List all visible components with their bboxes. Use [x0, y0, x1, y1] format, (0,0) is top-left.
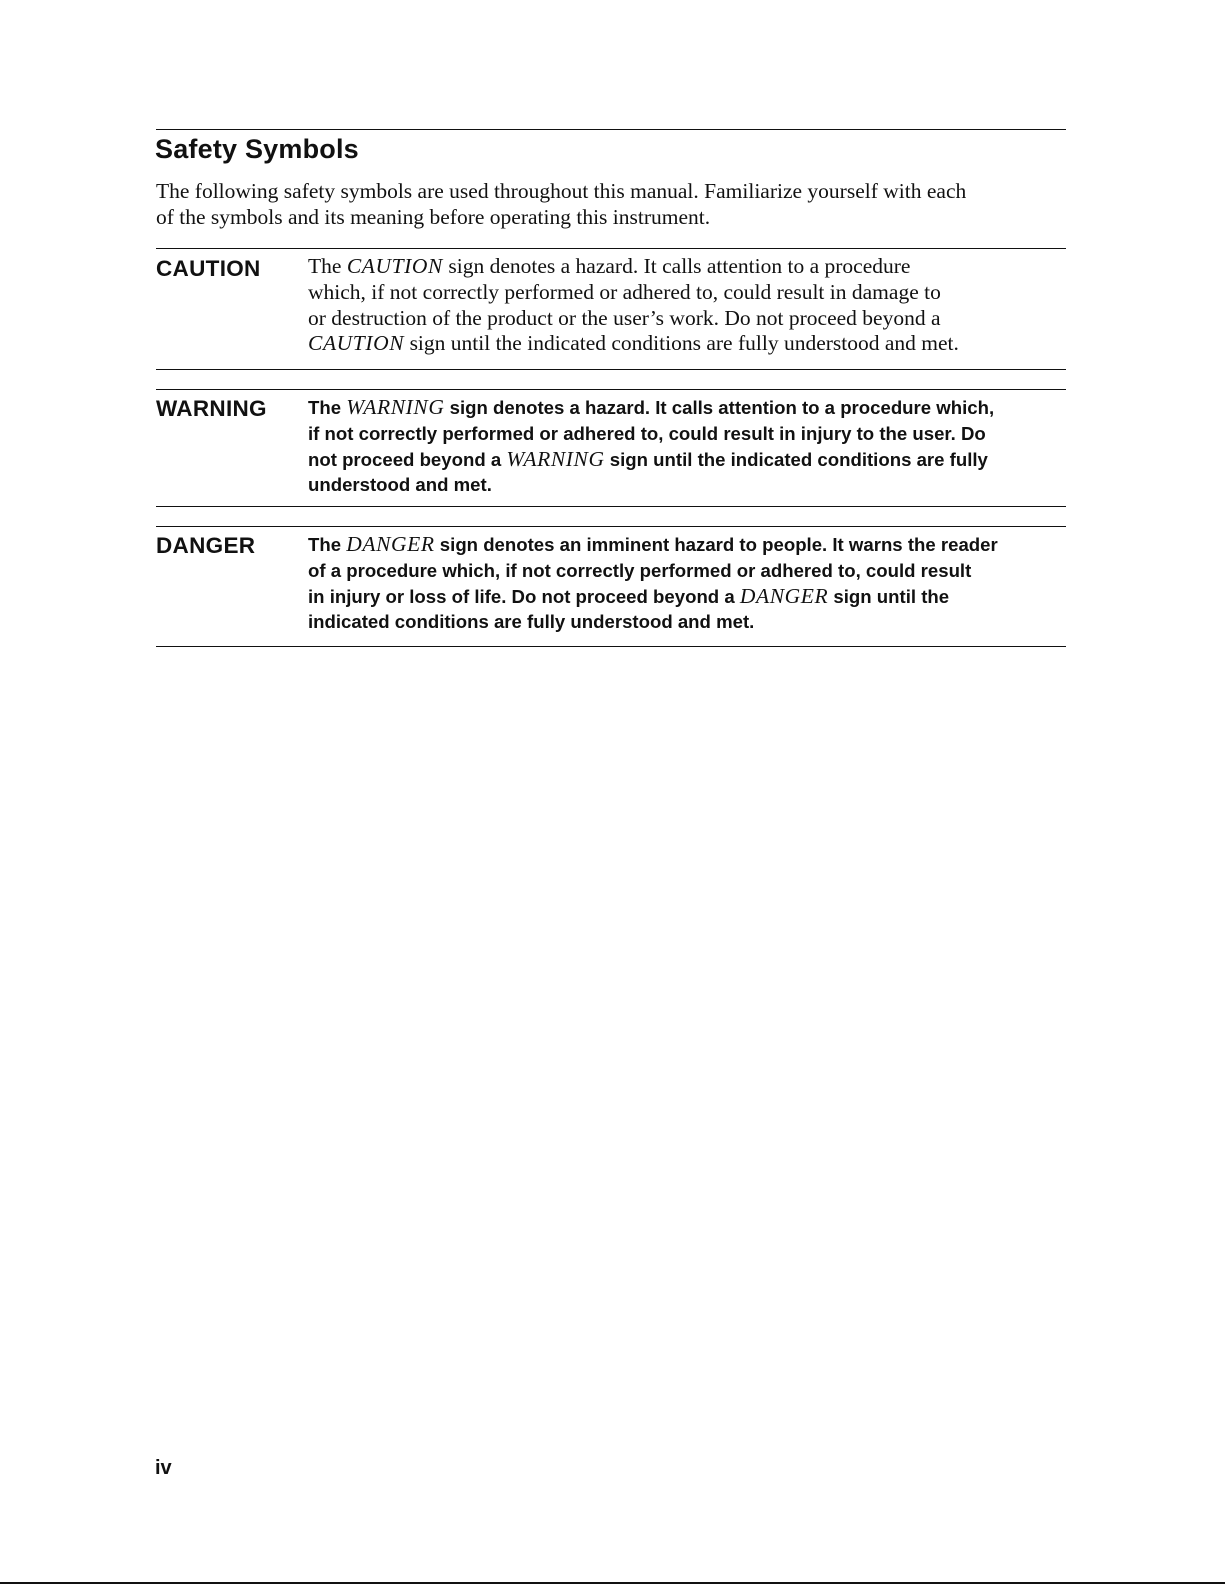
- danger-sign-word: DANGER: [739, 583, 829, 608]
- warning-label: WARNING: [156, 396, 267, 421]
- caution-bottom-rule: [156, 369, 1066, 370]
- danger-sign-word: DANGER: [346, 532, 435, 556]
- danger-line: [308, 532, 1060, 558]
- warning-line: [308, 395, 1060, 421]
- page-bottom-edge: [0, 1582, 1225, 1584]
- danger-text: The: [308, 534, 347, 555]
- intro-line: of the symbols and its meaning before operating this instrument.: [156, 205, 711, 229]
- caution-body: [308, 254, 1060, 357]
- caution-line: [308, 254, 1060, 280]
- caution-line: or destruction of the product or the user’s work. Do not proceed beyond a: [308, 305, 941, 330]
- warning-bottom-rule: [156, 506, 1066, 507]
- danger-text: sign until the: [828, 585, 950, 607]
- caution-sign-word: CAUTION: [308, 331, 405, 356]
- caution-line: which, if not correctly performed or adhered to, could result in damage to: [308, 279, 941, 304]
- warning-text: not proceed beyond a: [308, 448, 507, 470]
- section-title: Safety Symbols: [155, 134, 359, 164]
- warning-text: sign until the indicated conditions are fully: [604, 448, 988, 470]
- danger-line: of a procedure which, if not correctly performed or adhered to, could result: [308, 559, 972, 581]
- warning-top-rule: [156, 389, 1066, 390]
- caution-sign-word: CAUTION: [346, 254, 443, 278]
- warning-line: if not correctly performed or adhered to, could result in injury to the user. Do: [308, 422, 986, 444]
- danger-label: DANGER: [156, 533, 256, 558]
- caution-text: sign denotes a hazard. It calls attention to a procedure: [443, 254, 911, 278]
- danger-line: indicated conditions are fully understood and met.: [308, 611, 755, 633]
- warning-text: sign denotes a hazard. It calls attention to a procedure which,: [444, 397, 995, 418]
- danger-text: sign denotes an imminent hazard to people. It warns the reader: [434, 534, 998, 555]
- danger-bottom-rule: [156, 646, 1066, 647]
- warning-body: [308, 395, 1060, 498]
- danger-text: in injury or loss of life. Do not proceed beyond a: [308, 585, 740, 607]
- warning-text: The: [308, 397, 347, 418]
- danger-top-rule: [156, 526, 1066, 527]
- warning-sign-word: WARNING: [506, 446, 605, 471]
- danger-line: [308, 584, 1060, 610]
- caution-top-rule: [156, 248, 1066, 249]
- intro-line: The following safety symbols are used throughout this manual. Familiarize yourself with each: [156, 179, 967, 203]
- intro-paragraph: [156, 178, 1066, 230]
- caution-label: CAUTION: [156, 256, 261, 281]
- warning-line: understood and met.: [308, 474, 492, 496]
- warning-line: [308, 447, 1060, 473]
- warning-sign-word: WARNING: [346, 395, 445, 419]
- section-top-rule: [156, 129, 1066, 130]
- caution-line: [308, 331, 1060, 357]
- caution-text: The: [308, 254, 347, 278]
- danger-body: [308, 532, 1060, 635]
- page-number: iv: [155, 1457, 172, 1479]
- caution-text: sign until the indicated conditions are fully understood and met.: [404, 331, 959, 356]
